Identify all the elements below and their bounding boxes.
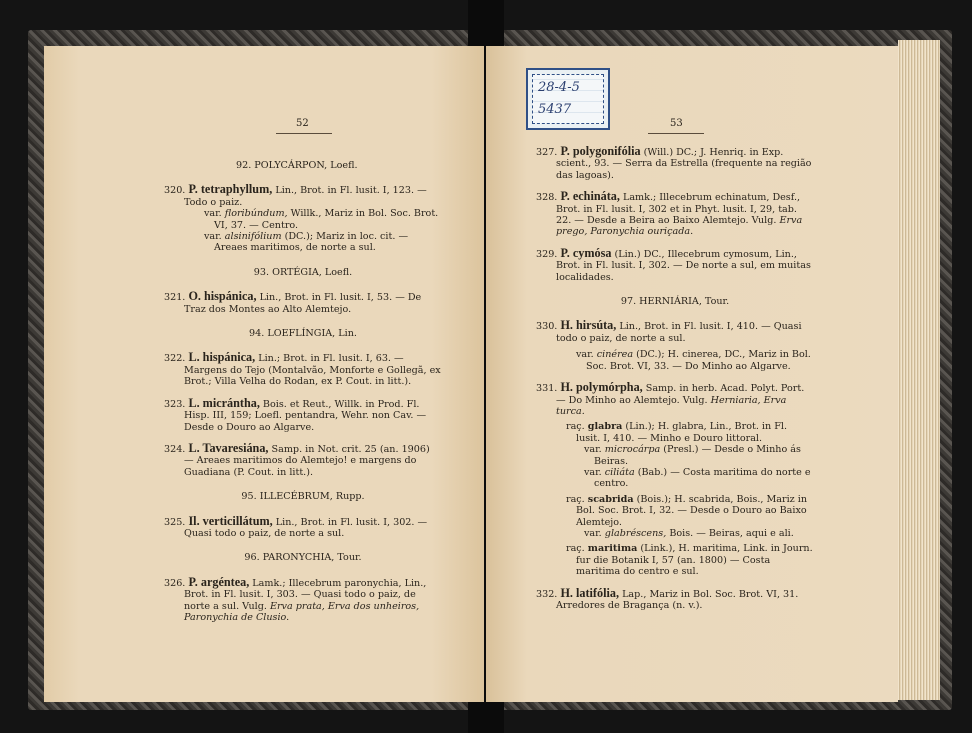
species-entry: 332. H. latifólia, Lap., Mariz in Bol. Soc. Brot. VI, 31. Arredores de Bragança (n. v.). bbox=[536, 585, 799, 611]
right-page-text bbox=[536, 146, 814, 621]
species-name: P. polygonifólia bbox=[560, 144, 641, 158]
species-entry: 326. P. argéntea, Lamk.; Illecebrum paronychia, Lin., Brot. in Fl. lusit. I, 303. — Quasi todo o paiz, de norte a sul. Vulg. Erva prata, Erva dos unheiros, Paronychia de Clusio. bbox=[164, 574, 427, 623]
species-entry: 320. P. tetraphyllum, Lin., Brot. in Fl. lusit. I, 123. — Todo o paiz. var. floribúndum, Willk., Mariz in Bol. Soc. Brot. VI, 37. — Centro. var. alsinifólium (DC.); Mariz in loc. cit. — Areaes maritimos, de norte a sul. bbox=[164, 184, 442, 253]
variety-line: var. cinérea (DC.); H. cinerea, DC., Mariz in Bol. Soc. Brot. VI, 33. — Do Minho ao Algarve. bbox=[576, 349, 811, 372]
right-page bbox=[486, 46, 898, 702]
species-name: H. polymórpha, bbox=[560, 380, 643, 395]
species-name: P. argéntea, bbox=[188, 574, 250, 589]
species-entry: 325. Il. verticillátum, Lin., Brot. in Fl. lusit. I, 302. — Quasi todo o paiz, de norte a sul. bbox=[164, 513, 428, 539]
species-name: H. latifólia, bbox=[560, 585, 620, 600]
stamp-line-1: 28-4-5 bbox=[538, 80, 580, 95]
library-stamp bbox=[526, 68, 610, 130]
species-name: P. cymósa bbox=[560, 245, 612, 260]
left-page-text bbox=[164, 160, 442, 633]
genus-heading: 97. HERNIÁRIA, Tour. bbox=[620, 296, 730, 308]
race-line: raç. scabrida (Bois.); H. scabrida, Bois., Mariz in Bol. Soc. Brot. I, 32. — Desde o Douro ao Baixo Alemtejo. bbox=[566, 493, 808, 528]
species-name: O. hispánica, bbox=[188, 289, 257, 304]
left-page-number: 52 bbox=[296, 118, 309, 129]
genus-heading: 96. PARONYCHIA, Tour. bbox=[244, 552, 362, 564]
genus-heading: 95. ILLECÉBRUM, Rupp. bbox=[241, 491, 365, 503]
genus-heading: 94. LOEFLÍNGIA, Lin. bbox=[249, 328, 357, 340]
page-edges bbox=[898, 40, 940, 700]
variety-line: var. alsinifólium (DC.); Mariz in loc. cit. — Areaes maritimos, de norte a sul. bbox=[204, 231, 409, 254]
right-page-number: 53 bbox=[670, 118, 683, 129]
variety-line: var. microcárpa (Presl.) — Desde o Minho ás Beiras. bbox=[584, 444, 801, 467]
species-name: P. echináta, bbox=[560, 189, 620, 204]
species-name: L. hispánica, bbox=[188, 350, 256, 365]
variety-line: var. ciliáta (Bab.) — Costa maritima do norte e centro. bbox=[584, 466, 811, 490]
species-entry: 322. L. hispánica, Lin.; Brot. in Fl. lusit. I, 63. — Margens do Tejo (Montalvão, Monforte e Gollegã, ex Brot.; Villa Velha do Rodan, ex P. Cout. in litt.). bbox=[164, 350, 441, 388]
species-entry: 327. P. polygonifólia (Will.) DC.; J. Henriq. in Exp. scient., 93. — Serra da Estrella (frequente na região das lagoas). bbox=[536, 144, 812, 181]
species-name: Il. verticillátum, bbox=[188, 513, 273, 528]
species-entry: 331. H. polymórpha, Samp. in herb. Acad. Polyt. Port. — Do Minho ao Alemtejo. Vulg. Herniaria, Erva turca. raç. glabra (Lin.); H. glabra, Lin., Brot. in Fl. lusit. I, 410. — Minho e Douro littoral. var. microcárpa (Presl.) — Desde o Minho ás Beiras. var. ciliáta (Bab.) — Costa maritima do norte e centro. raç. scabrida (Bois.); H. scabrida, Bois., Mariz in Bol. Soc. Brot. I, 32. — Desde o Douro ao Baixo Alemtejo. var. glabréscens, Bois. — Beiras, aqui e ali. raç. maritima (Link.), H. maritima, Link. in Journ. fur die Botanik I, 57 (an. 1800) — Costa maritima do centro e sul. bbox=[536, 380, 813, 578]
species-entry: 324. L. Tavaresiána, Samp. in Not. crit. 25 (an. 1906) — Areaes maritimos do Alemtejo! e margens do Guadiana (P. Cout. in litt.). bbox=[164, 440, 430, 478]
species-entry: 328. P. echináta, Lamk.; Illecebrum echinatum, Desf., Brot. in Fl. lusit. I, 302 et in Phyt. lusit. I, 29, tab. 22. — Desde a Beira ao Baixo Alemtejo. Vulg. Erva prego, Paronychia ouriçada. bbox=[536, 189, 803, 238]
species-entry: 323. L. micrántha, Bois. et Reut., Willk. in Prod. Fl. Hisp. III, 159; Loefl. pentandra, Wehr. non Cav. — Desde o Douro ao Algarve. bbox=[164, 395, 427, 433]
left-page-rule bbox=[276, 133, 332, 134]
variety-line: var. floribúndum, Willk., Mariz in Bol. Soc. Brot. VI, 37. — Centro. bbox=[204, 208, 439, 231]
variety-line: var. glabréscens, Bois. — Beiras, aqui e ali. bbox=[584, 527, 794, 539]
left-page bbox=[44, 46, 484, 702]
species-name: L. micrántha, bbox=[188, 395, 260, 410]
genus-heading: 92. POLYCÁRPON, Loefl. bbox=[236, 160, 358, 171]
species-entry: 321. O. hispánica, Lin., Brot. in Fl. lusit. I, 53. — De Traz dos Montes ao Alto Alemtejo. bbox=[164, 289, 422, 315]
species-name: P. tetraphyllum, bbox=[188, 182, 273, 197]
species-name: L. Tavaresiána, bbox=[188, 440, 269, 455]
race-line: raç. glabra (Lin.); H. glabra, Lin., Brot. in Fl. lusit. I, 410. — Minho e Douro littoral. bbox=[566, 421, 787, 444]
right-page-rule bbox=[648, 133, 704, 134]
species-entry: 330. H. hirsúta, Lin., Brot. in Fl. lusit. I, 410. — Quasi todo o paiz, de norte a sul. var. cinérea (DC.); H. cinerea, DC., Mariz in Bol. Soc. Brot. VI, 33. — Do Minho ao Algarve. bbox=[536, 320, 814, 372]
species-entry: 329. P. cymósa (Lin.) DC., Illecebrum cymosum, Lin., Brot. in Fl. lusit. I, 302. — De norte a sul, em muitas localidades. bbox=[536, 245, 811, 283]
genus-heading: 93. ORTÉGIA, Loefl. bbox=[253, 266, 353, 278]
species-name: H. hirsúta, bbox=[560, 318, 617, 333]
stamp-line-2: 5437 bbox=[538, 102, 572, 117]
race-line: raç. maritima (Link.), H. maritima, Link. in Journ. fur die Botanik I, 57 (an. 1800) — Costa maritima do centro e sul. bbox=[566, 543, 813, 578]
